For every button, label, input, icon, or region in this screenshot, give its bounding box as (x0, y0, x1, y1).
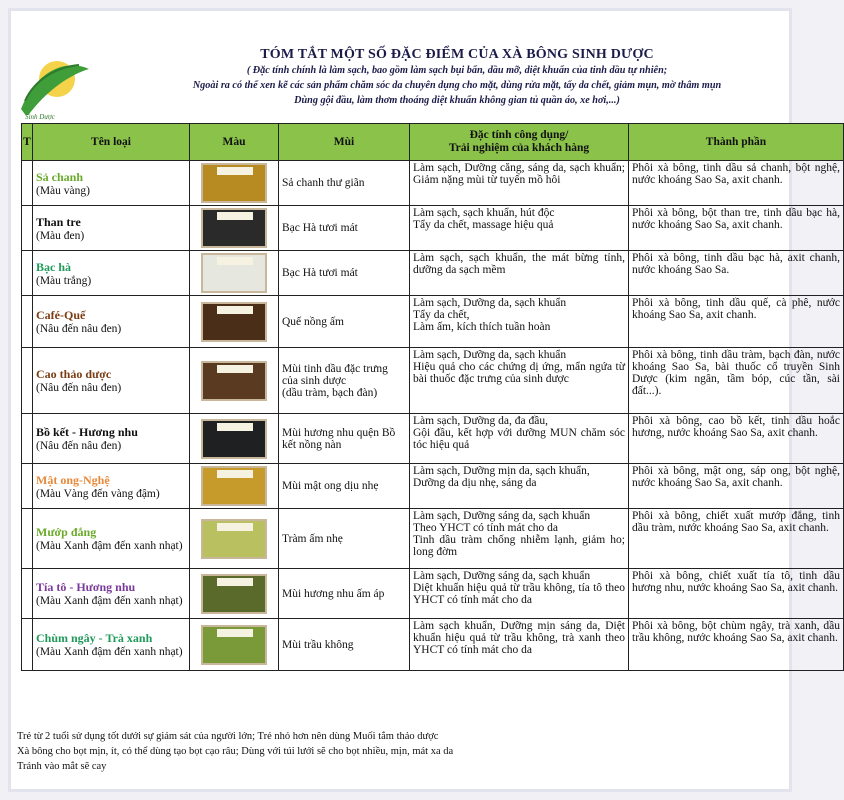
soap-label-tag (217, 629, 253, 637)
soap-label-tag (217, 257, 253, 265)
row-index-cell (22, 348, 33, 414)
uses-cell: Làm sạch, sạch khuẩn, hút độc Tẩy da chết, massage hiệu quả (410, 206, 629, 251)
header-subline-3: Dùng gội đầu, làm thơm thoáng diệt khuẩn không gian tủ quần áo, xe hơi,...) (294, 95, 620, 106)
row-index-cell (22, 619, 33, 671)
product-name: Cao thảo dược (36, 367, 112, 381)
smell-cell: Bạc Hà tươi mát (279, 251, 410, 296)
product-name: Bạc hà (36, 259, 72, 274)
product-color-note: (Màu trắng) (36, 274, 92, 287)
product-name-cell (33, 296, 190, 348)
soap-bar-image (201, 361, 267, 401)
table-body (22, 161, 844, 671)
soap-bar-image (201, 253, 267, 293)
ingredients-cell: Phôi xà bông, tinh dầu tràm, bạch đàn, nước khoáng Sao Sa, bài thuốc cổ truyền Sinh Dược (kim ngân, tầm bóp, cúc tần, sài đất...). (629, 348, 844, 414)
table-row (22, 348, 844, 414)
uses-cell: Làm sạch, Dưỡng da, sạch khuẩn Tẩy da chết, Làm ấm, kích thích tuần hoàn (410, 296, 629, 348)
column-header-index: T (22, 124, 33, 161)
product-color-note: (Màu Xanh đậm đến xanh nhạt) (36, 540, 183, 552)
soap-label-tag (217, 365, 253, 373)
product-color-note: (Màu đen) (36, 229, 85, 242)
smell-cell: Sả chanh thư giãn (279, 161, 410, 206)
product-photo-cell (190, 251, 279, 296)
soap-bar-image (201, 466, 267, 506)
ingredients-cell: Phôi xà bông, cao bồ kết, tinh dầu hoắc hương, nước khoáng Sao Sa, axit chanh. (629, 414, 844, 464)
soap-label-tag (217, 167, 253, 175)
footer-note-2: Xà bông cho bọt mịn, ít, có thể dùng tạo bọt cạo râu; Dùng với túi lưới sẽ cho bọt nhiều, mịn, mát xa da (17, 746, 454, 757)
row-index-cell (22, 161, 33, 206)
smell-cell: Mùi tinh dầu đặc trưng của sinh dược (dầu tràm, bạch đàn) (279, 348, 410, 414)
product-photo-cell (190, 464, 279, 509)
uses-cell: Làm sạch, Dưỡng da, sạch khuẩn Hiệu quả cho các chứng dị ứng, mẩn ngứa từ bài thuốc đặc trưng của sinh dược (410, 348, 629, 414)
product-name-cell (33, 414, 190, 464)
table-header-row (22, 124, 844, 161)
header-subline-2: Ngoài ra có thể xen kẽ các sản phẩm chăm sóc da chuyên dụng cho mặt, dùng rửa mặt, tẩy da chết, giảm mụn, mờ thâm mụn (192, 80, 722, 91)
document-header (117, 47, 797, 108)
row-index-cell (22, 464, 33, 509)
product-name-cell (33, 569, 190, 619)
column-header-name: Tên loại (33, 124, 190, 161)
product-photo-cell (190, 296, 279, 348)
ingredients-cell: Phôi xà bông, mật ong, sáp ong, bột nghệ, nước khoáng Sao Sa, axit chanh. (629, 464, 844, 509)
smell-cell: Mùi hương nhu ấm áp (279, 569, 410, 619)
ingredients-cell: Phôi xà bông, tinh dầu bạc hà, axit chanh, nước khoáng Sao Sa. (629, 251, 844, 296)
row-index-cell (22, 509, 33, 569)
soap-bar-image (201, 419, 267, 459)
smell-cell: Tràm ấm nhẹ (279, 509, 410, 569)
ingredients-cell: Phôi xà bông, chiết xuất mướp đắng, tinh dầu tràm, nước khoáng Sao Sa, axit chanh. (629, 509, 844, 569)
product-name-cell (33, 161, 190, 206)
soap-bar-image (201, 302, 267, 342)
header-subline-1: ( Đặc tính chính là làm sạch, bao gồm làm sạch bụi bẩn, dầu mỡ, diệt khuẩn của tinh dầu tự nhiên; (246, 65, 668, 76)
table-row (22, 161, 844, 206)
column-header-smell: Mùi (279, 124, 410, 161)
product-name-cell (33, 619, 190, 671)
brand-logo (17, 39, 93, 129)
uses-cell: Làm sạch, Dưỡng da, đa đầu, Gội đầu, kết hợp với dưỡng MUN chăm sóc tóc hiệu quả (410, 414, 629, 464)
soap-bar-image (201, 208, 267, 248)
soap-bar-image (201, 574, 267, 614)
smell-cell: Quế nồng ấm (279, 296, 410, 348)
product-name: Chùm ngây - Trà xanh (36, 631, 153, 645)
product-photo-cell (190, 619, 279, 671)
smell-cell: Bạc Hà tươi mát (279, 206, 410, 251)
row-index-cell (22, 569, 33, 619)
product-color-note: (Nâu đến nâu đen) (36, 440, 122, 452)
column-header-uses-label: Đặc tính công dụng/ Trải nghiệm của khách hàng (448, 129, 590, 154)
product-color-note: (Nâu đến nâu đen) (36, 323, 122, 335)
product-photo-cell (190, 569, 279, 619)
product-name-cell (33, 251, 190, 296)
document-content (17, 17, 840, 789)
logo-text: Sinh Dược (25, 113, 55, 121)
uses-cell: Làm sạch, Dưỡng mịn da, sạch khuẩn, Dưỡng da dịu nhẹ, sáng da (410, 464, 629, 509)
footer-note-1: Trẻ từ 2 tuổi sử dụng tốt dưới sự giám sát của người lớn; Trẻ nhỏ hơn nên dùng Muối tắm thảo dược (17, 731, 439, 742)
row-index-cell (22, 414, 33, 464)
document-title: TÓM TẮT MỘT SỐ ĐẶC ĐIỂM CỦA XÀ BÔNG SINH DƯỢC (260, 47, 654, 62)
product-photo-cell (190, 414, 279, 464)
ingredients-cell: Phôi xà bông, tinh dầu sả chanh, bột nghệ, nước khoáng Sao Sa, axit chanh. (629, 161, 844, 206)
uses-cell: Làm sạch, Dưỡng sáng da, sạch khuẩn Theo YHCT có tính mát cho da Tinh dầu tràm chống nhiễm lạnh, giảm ho; long đờm (410, 509, 629, 569)
soap-comparison-table (21, 123, 844, 671)
table-row (22, 414, 844, 464)
product-name-cell (33, 206, 190, 251)
column-header-uses (410, 124, 629, 161)
row-index-cell (22, 206, 33, 251)
soap-label-tag (217, 212, 253, 220)
document-footer (17, 729, 453, 774)
footer-note-3: Tránh vào mắt sẽ cay (17, 761, 107, 772)
smell-cell: Mùi mật ong dịu nhẹ (279, 464, 410, 509)
product-name: Sả chanh (36, 169, 84, 184)
product-photo-cell (190, 206, 279, 251)
column-header-color: Màu (190, 124, 279, 161)
column-header-ingredients: Thành phần (629, 124, 844, 161)
product-name-cell (33, 509, 190, 569)
soap-label-tag (217, 306, 253, 314)
uses-cell: Làm sạch khuẩn, Dưỡng mịn sáng da, Diệt khuẩn hiệu quả từ trầu không, trà xanh theo YHCT có tính mát cho da (410, 619, 629, 671)
table-row (22, 569, 844, 619)
ingredients-cell: Phôi xà bông, bột chùm ngây, trà xanh, dầu trầu không, nước khoáng Sao Sa, axit chanh. (629, 619, 844, 671)
product-color-note: (Màu vàng) (36, 184, 90, 197)
soap-label-tag (217, 470, 253, 478)
ingredients-cell: Phôi xà bông, chiết xuất tía tô, tinh dầu hương nhu, nước khoáng Sao Sa, axit chanh. (629, 569, 844, 619)
product-color-note: (Nâu đến nâu đen) (36, 382, 122, 394)
table-row (22, 619, 844, 671)
soap-bar-image (201, 625, 267, 665)
row-index-cell (22, 251, 33, 296)
table-row (22, 464, 844, 509)
product-color-note: (Màu Xanh đậm đến xanh nhạt) (36, 595, 183, 607)
product-name: Café-Quế (36, 308, 86, 322)
product-name: Tía tô - Hương nhu (36, 580, 136, 594)
soap-label-tag (217, 578, 253, 586)
table-row (22, 251, 844, 296)
product-name: Mật ong-Nghệ (36, 472, 110, 487)
uses-cell: Làm sạch, Dưỡng căng, sáng da, sạch khuẩn; Giảm nặng mùi từ tuyến mồ hôi (410, 161, 629, 206)
table-row (22, 509, 844, 569)
uses-cell: Làm sạch, Dưỡng sáng da, sạch khuẩn Diệt khuẩn hiệu quả từ trầu không, tía tô theo YHCT có tính mát cho da (410, 569, 629, 619)
ingredients-cell: Phôi xà bông, bột than tre, tinh dầu bạc hà, nước khoáng Sao Sa, axit chanh. (629, 206, 844, 251)
table-row (22, 206, 844, 251)
soap-bar-image (201, 519, 267, 559)
product-photo-cell (190, 348, 279, 414)
product-name: Mướp đắng (36, 525, 97, 539)
product-name-cell (33, 348, 190, 414)
product-name-cell (33, 464, 190, 509)
smell-cell: Mùi trầu không (279, 619, 410, 671)
smell-cell: Mùi hương nhu quện Bồ kết nồng nàn (279, 414, 410, 464)
ingredients-cell: Phôi xà bông, tinh dầu quế, cà phê, nước khoáng Sao Sa, axit chanh. (629, 296, 844, 348)
product-photo-cell (190, 161, 279, 206)
product-color-note: (Màu Vàng đến vàng đậm) (36, 487, 160, 500)
product-name: Bồ kết - Hương nhu (36, 425, 138, 439)
document-page (8, 8, 840, 792)
table-row (22, 296, 844, 348)
soap-bar-image (201, 163, 267, 203)
soap-label-tag (217, 423, 253, 431)
product-color-note: (Màu Xanh đậm đến xanh nhạt) (36, 646, 183, 658)
product-photo-cell (190, 509, 279, 569)
uses-cell: Làm sạch, sạch khuẩn, the mát bừng tỉnh, dưỡng da sạch mềm (410, 251, 629, 296)
product-name: Than tre (36, 214, 81, 229)
soap-label-tag (217, 523, 253, 531)
row-index-cell (22, 296, 33, 348)
